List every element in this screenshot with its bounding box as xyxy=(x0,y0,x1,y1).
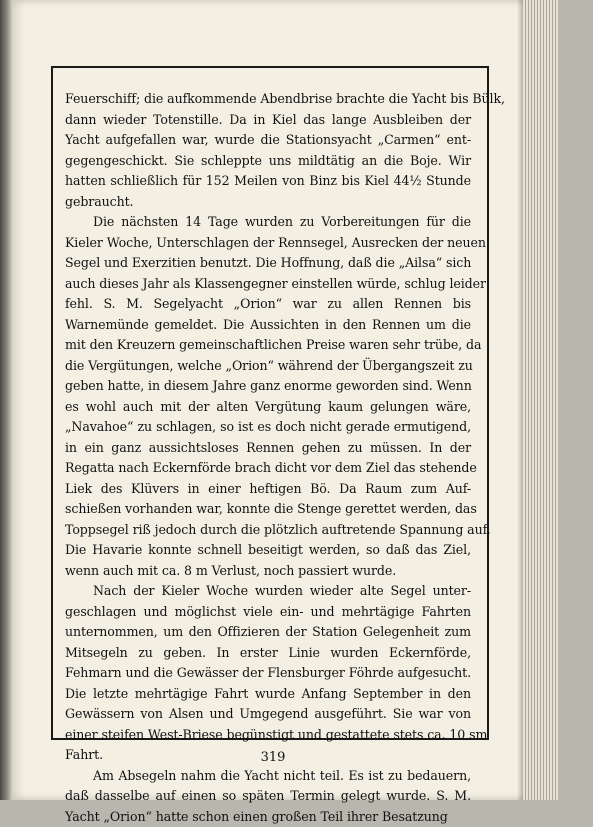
page-stack-edge xyxy=(523,0,558,800)
paragraph xyxy=(65,212,471,581)
text-line: fehl. S. M. Segelyacht „Orion“ war zu allen Rennen bis xyxy=(65,294,471,315)
text-line: Toppsegel riß jedoch durch die plötzlich auftretende Spannung auf. xyxy=(65,520,471,541)
text-line: Die Havarie konnte schnell beseitigt werden, so daß das Ziel, xyxy=(65,540,471,561)
text-line: dann wieder Totenstille. Da in Kiel das lange Ausbleiben der xyxy=(65,110,471,131)
text-line: geschlagen und möglichst viele ein- und mehrtägige Fahrten xyxy=(65,602,471,623)
text-line: Nach der Kieler Woche wurden wieder alte Segel unter- xyxy=(65,581,471,602)
text-line: Fehmarn und die Gewässer der Flensburger Föhrde aufgesucht. xyxy=(65,663,471,684)
book-gutter-edge xyxy=(0,0,12,800)
text-line: Am Absegeln nahm die Yacht nicht teil. Es ist zu bedauern, xyxy=(65,766,471,787)
text-line: in ein ganz aussichtsloses Rennen gehen zu müssen. In der xyxy=(65,438,471,459)
text-line: einer steifen West-Briese begünstigt und gestattete stets ca. 10 sm xyxy=(65,725,471,746)
text-line: „Navahoe“ zu schlagen, so ist es doch nicht gerade ermutigend, xyxy=(65,417,471,438)
text-line: hatten schließlich für 152 Meilen von Binz bis Kiel 44½ Stunde xyxy=(65,171,471,192)
text-line: unternommen, um den Offizieren der Station Gelegenheit zum xyxy=(65,622,471,643)
paragraph xyxy=(65,581,471,766)
text-line: Feuerschiff; die aufkommende Abendbrise brachte die Yacht bis Bülk, xyxy=(65,89,471,110)
text-line: schießen vorhanden war, konnte die Stenge gerettet werden, das xyxy=(65,499,471,520)
text-line: auch dieses Jahr als Klassengegner einstellen würde, schlug leider xyxy=(65,274,471,295)
text-line: Regatta nach Eckernförde brach dicht vor dem Ziel das stehende xyxy=(65,458,471,479)
text-line: die Vergütungen, welche „Orion“ während der Übergangszeit zu xyxy=(65,356,471,377)
text-line: Gewässern von Alsen und Umgegend ausgeführt. Sie war von xyxy=(65,704,471,725)
text-line: Die letzte mehrtägige Fahrt wurde Anfang September in den xyxy=(65,684,471,705)
page-number: 319 xyxy=(0,750,546,765)
text-line: gegengeschickt. Sie schleppte uns mildtätig an die Boje. Wir xyxy=(65,151,471,172)
text-line: Die nächsten 14 Tage wurden zu Vorbereitungen für die xyxy=(65,212,471,233)
text-line: wenn auch mit ca. 8 m Verlust, noch passiert wurde. xyxy=(65,561,471,582)
text-line: Mitsegeln zu geben. In erster Linie wurden Eckernförde, xyxy=(65,643,471,664)
text-line: Fahrt. xyxy=(65,745,471,766)
text-line: daß dasselbe auf einen so späten Termin gelegt wurde. S. M. xyxy=(65,786,471,807)
text-line: Yacht aufgefallen war, wurde die Stationsyacht „Carmen“ ent- xyxy=(65,130,471,151)
text-line: Warnemünde gemeldet. Die Aussichten in den Rennen um die xyxy=(65,315,471,336)
text-line: Segel und Exerzitien benutzt. Die Hoffnung, daß die „Ailsa“ sich xyxy=(65,253,471,274)
text-line: Liek des Klüvers in einer heftigen Bö. Da Raum zum Auf- xyxy=(65,479,471,500)
paragraph xyxy=(65,766,471,827)
paragraph xyxy=(65,89,471,212)
text-line: geben hatte, in diesem Jahre ganz enorme geworden sind. Wenn xyxy=(65,376,471,397)
body-text xyxy=(65,89,471,827)
text-line: gebraucht. xyxy=(65,192,471,213)
text-line: Kieler Woche, Unterschlagen der Rennsegel, Ausrecken der neuen xyxy=(65,233,471,254)
text-line: Yacht „Orion“ hatte schon einen großen Teil ihrer Besatzung xyxy=(65,807,471,827)
text-line: es wohl auch mit der alten Vergütung kaum gelungen wäre, xyxy=(65,397,471,418)
text-line: mit den Kreuzern gemeinschaftlichen Preise waren sehr trübe, da xyxy=(65,335,471,356)
